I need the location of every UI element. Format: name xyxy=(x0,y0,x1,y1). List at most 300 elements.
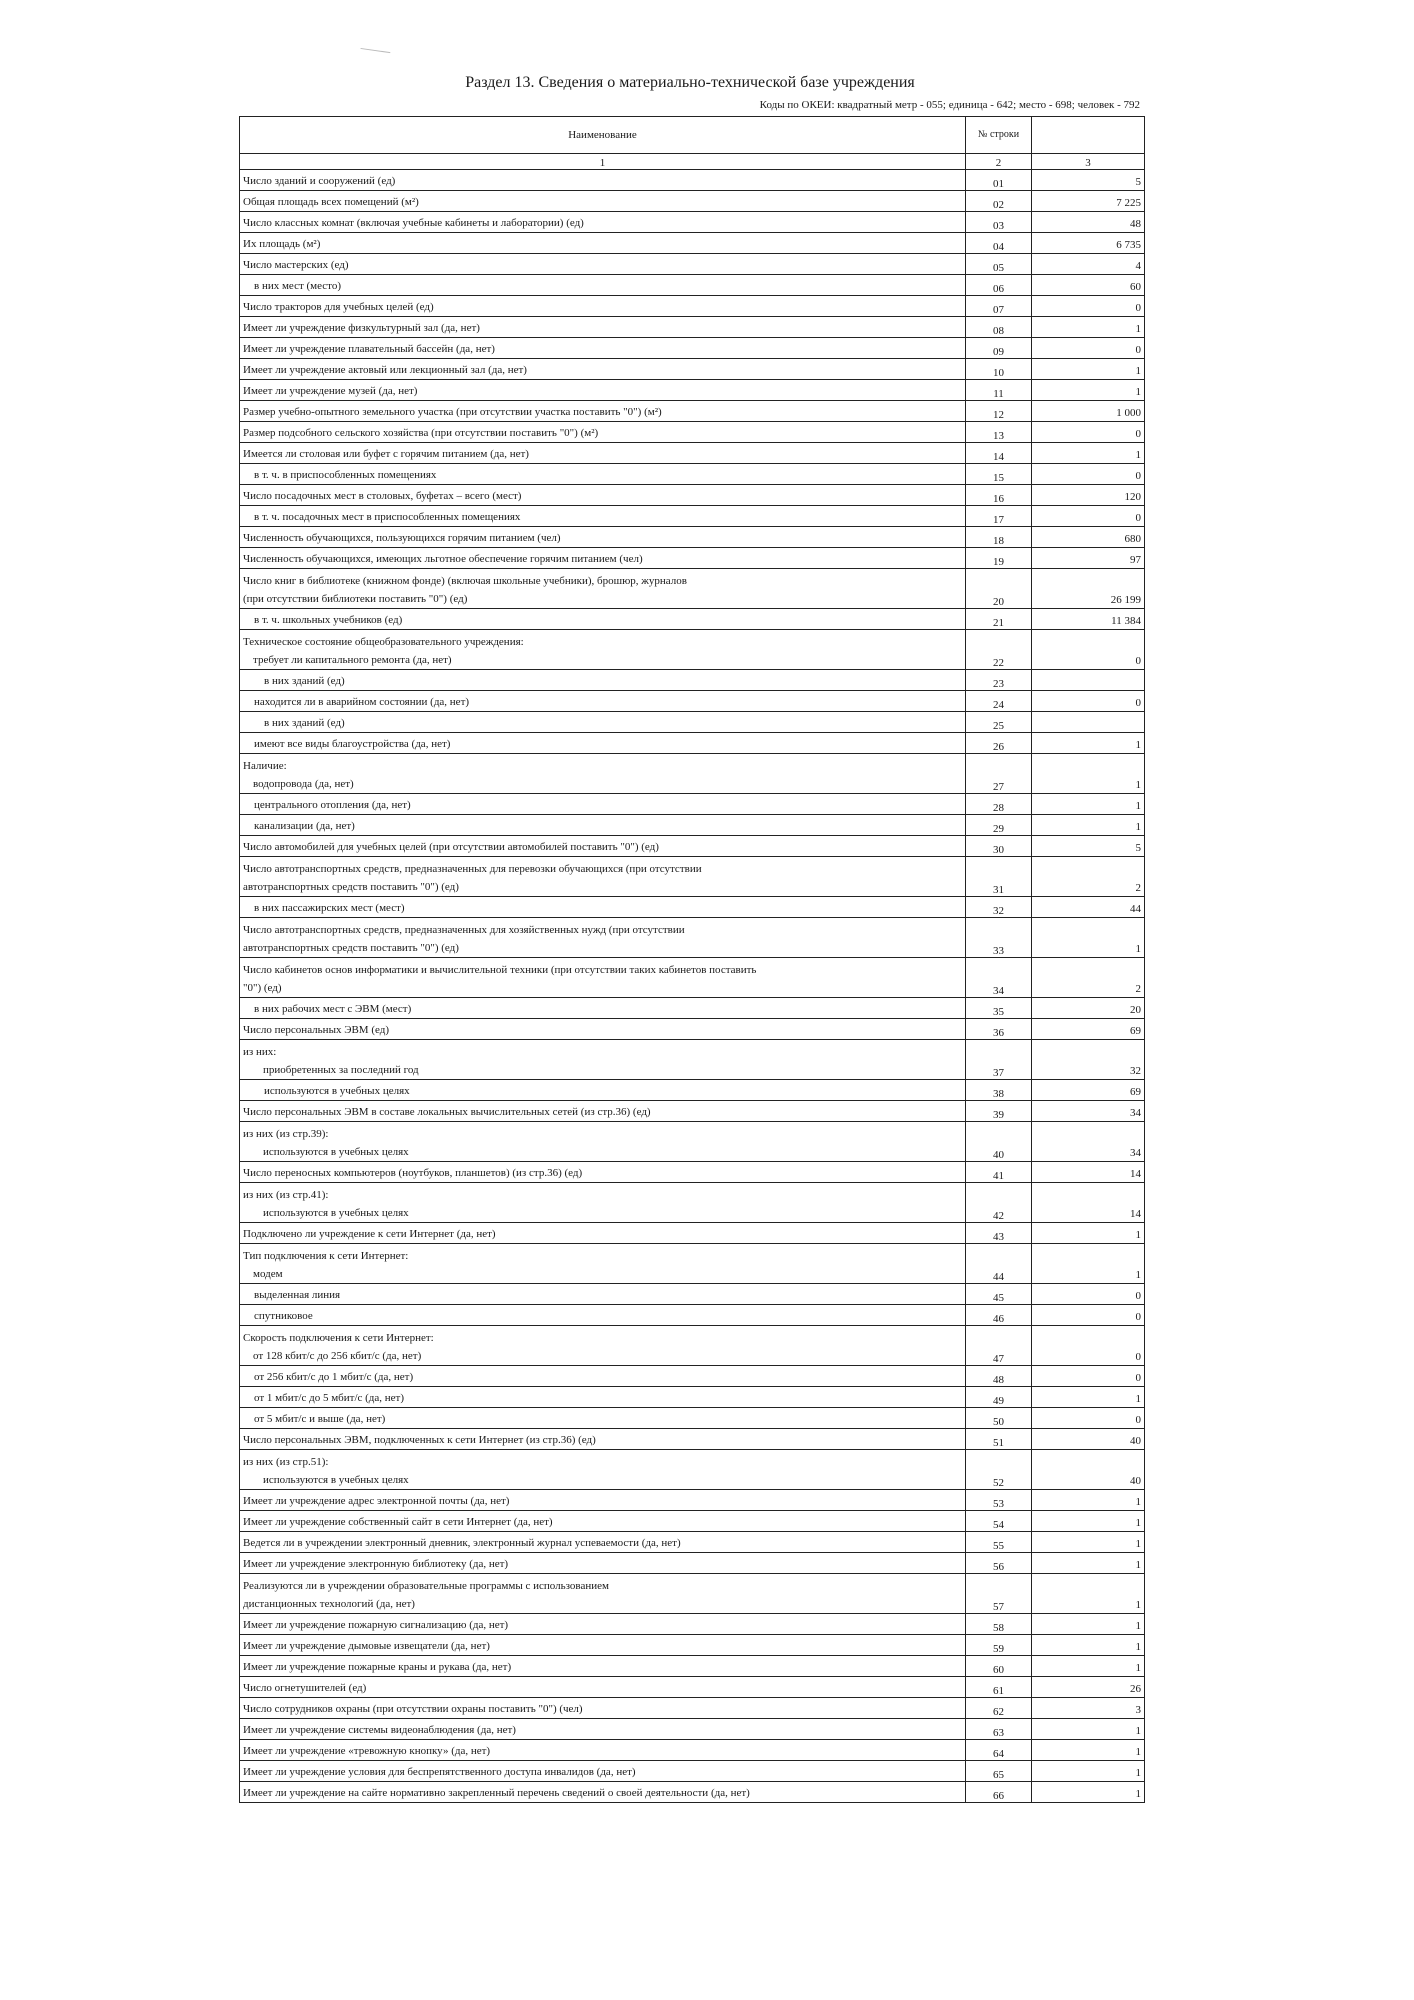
table-row xyxy=(240,609,1145,630)
table-row xyxy=(240,1782,1145,1803)
row-number: 11 xyxy=(966,380,1032,401)
row-name-line2: используются в учебных целях xyxy=(263,1474,409,1486)
row-value: 1 xyxy=(1032,1223,1145,1244)
row-name xyxy=(240,958,966,998)
table-row xyxy=(240,691,1145,712)
row-name: Имеет ли учреждение на сайте нормативно закрепленный перечень сведений о своей деятельности (да, нет) xyxy=(240,1782,966,1803)
row-value xyxy=(1032,670,1145,691)
row-number: 51 xyxy=(966,1429,1032,1450)
header-name: Наименование xyxy=(240,117,966,154)
table-row xyxy=(240,275,1145,296)
row-name xyxy=(240,1244,966,1284)
table-row xyxy=(240,815,1145,836)
row-value: 44 xyxy=(1032,897,1145,918)
table-row xyxy=(240,1387,1145,1408)
row-number: 20 xyxy=(966,569,1032,609)
row-value: 34 xyxy=(1032,1122,1145,1162)
table-header-row xyxy=(240,117,1145,154)
row-name: Имеет ли учреждение музей (да, нет) xyxy=(240,380,966,401)
row-value: 1 xyxy=(1032,1719,1145,1740)
table-row xyxy=(240,754,1145,794)
row-number: 52 xyxy=(966,1450,1032,1490)
row-number: 45 xyxy=(966,1284,1032,1305)
row-name: Численность обучающихся, имеющих льготное обеспечение горячим питанием (чел) xyxy=(240,548,966,569)
row-value: 1 xyxy=(1032,1532,1145,1553)
row-number: 08 xyxy=(966,317,1032,338)
table-row xyxy=(240,1080,1145,1101)
row-number: 56 xyxy=(966,1553,1032,1574)
row-number: 63 xyxy=(966,1719,1032,1740)
row-number: 03 xyxy=(966,212,1032,233)
row-number: 12 xyxy=(966,401,1032,422)
row-name-line1: Техническое состояние общеобразовательного учреждения: xyxy=(243,636,524,648)
row-name-line2: дистанционных технологий (да, нет) xyxy=(243,1598,415,1610)
table-row xyxy=(240,1429,1145,1450)
row-value: 0 xyxy=(1032,506,1145,527)
table-row xyxy=(240,958,1145,998)
row-name-line2: модем xyxy=(253,1268,283,1280)
row-name: находится ли в аварийном состоянии (да, нет) xyxy=(240,691,966,712)
row-value: 3 xyxy=(1032,1698,1145,1719)
row-name: от 256 кбит/с до 1 мбит/с (да, нет) xyxy=(240,1366,966,1387)
row-value: 2 xyxy=(1032,958,1145,998)
row-value: 0 xyxy=(1032,1284,1145,1305)
row-name-line1: из них (из стр.51): xyxy=(243,1456,329,1468)
row-name xyxy=(240,569,966,609)
table-row xyxy=(240,338,1145,359)
row-number: 57 xyxy=(966,1574,1032,1614)
table-row xyxy=(240,1635,1145,1656)
table-row xyxy=(240,443,1145,464)
table-row xyxy=(240,317,1145,338)
row-value: 120 xyxy=(1032,485,1145,506)
table-row xyxy=(240,464,1145,485)
row-number: 64 xyxy=(966,1740,1032,1761)
row-value: 5 xyxy=(1032,836,1145,857)
row-value: 1 xyxy=(1032,380,1145,401)
row-number: 07 xyxy=(966,296,1032,317)
row-name-line1: Число книг в библиотеке (книжном фонде) (включая школьные учебники), брошюр, журналов xyxy=(243,575,687,587)
row-name: в них пассажирских мест (мест) xyxy=(240,897,966,918)
table-row xyxy=(240,1656,1145,1677)
row-value xyxy=(1032,712,1145,733)
row-number: 19 xyxy=(966,548,1032,569)
row-name-line2: от 128 кбит/с до 256 кбит/с (да, нет) xyxy=(253,1350,422,1362)
row-number: 16 xyxy=(966,485,1032,506)
table-row xyxy=(240,569,1145,609)
row-name: в т. ч. в приспособленных помещениях xyxy=(240,464,966,485)
row-name: Имеет ли учреждение системы видеонаблюдения (да, нет) xyxy=(240,1719,966,1740)
row-value: 11 384 xyxy=(1032,609,1145,630)
row-value: 0 xyxy=(1032,1408,1145,1429)
row-name: в них рабочих мест с ЭВМ (мест) xyxy=(240,998,966,1019)
row-name: имеют все виды благоустройства (да, нет) xyxy=(240,733,966,754)
table-row xyxy=(240,359,1145,380)
row-name xyxy=(240,630,966,670)
row-name: используются в учебных целях xyxy=(240,1080,966,1101)
row-value: 1 xyxy=(1032,1782,1145,1803)
row-number: 17 xyxy=(966,506,1032,527)
row-name: Число классных комнат (включая учебные кабинеты и лаборатории) (ед) xyxy=(240,212,966,233)
row-name: Число огнетушителей (ед) xyxy=(240,1677,966,1698)
row-name-line2: используются в учебных целях xyxy=(263,1207,409,1219)
table-row xyxy=(240,733,1145,754)
row-value: 40 xyxy=(1032,1429,1145,1450)
row-value: 1 xyxy=(1032,1511,1145,1532)
column-index-row xyxy=(240,154,1145,170)
row-number: 47 xyxy=(966,1326,1032,1366)
table-row xyxy=(240,233,1145,254)
row-number: 24 xyxy=(966,691,1032,712)
row-value: 0 xyxy=(1032,691,1145,712)
row-name: Имеет ли учреждение собственный сайт в сети Интернет (да, нет) xyxy=(240,1511,966,1532)
row-value: 1 xyxy=(1032,1740,1145,1761)
row-name xyxy=(240,1183,966,1223)
table-row xyxy=(240,1366,1145,1387)
row-name-line1: Число автотранспортных средств, предназначенных для перевозки обучающихся (при отсутствии xyxy=(243,863,702,875)
row-name: Имеет ли учреждение плавательный бассейн (да, нет) xyxy=(240,338,966,359)
row-number: 65 xyxy=(966,1761,1032,1782)
row-value: 60 xyxy=(1032,275,1145,296)
row-number: 60 xyxy=(966,1656,1032,1677)
row-number: 37 xyxy=(966,1040,1032,1080)
row-value: 680 xyxy=(1032,527,1145,548)
row-number: 36 xyxy=(966,1019,1032,1040)
row-name: Число сотрудников охраны (при отсутствии охраны поставить "0") (чел) xyxy=(240,1698,966,1719)
row-name: Имеется ли столовая или буфет с горячим питанием (да, нет) xyxy=(240,443,966,464)
row-name xyxy=(240,1326,966,1366)
row-name xyxy=(240,1122,966,1162)
table-row xyxy=(240,1761,1145,1782)
row-name: от 5 мбит/с и выше (да, нет) xyxy=(240,1408,966,1429)
row-name: Число автомобилей для учебных целей (при отсутствии автомобилей поставить "0") (ед) xyxy=(240,836,966,857)
row-name: в них зданий (ед) xyxy=(240,712,966,733)
row-name: Число мастерских (ед) xyxy=(240,254,966,275)
table-row xyxy=(240,1698,1145,1719)
row-value: 1 xyxy=(1032,918,1145,958)
row-value: 0 xyxy=(1032,422,1145,443)
row-name xyxy=(240,1450,966,1490)
row-name-line2: (при отсутствии библиотеки поставить "0") (ед) xyxy=(243,593,468,605)
row-name-line1: Скорость подключения к сети Интернет: xyxy=(243,1332,434,1344)
table-row xyxy=(240,1326,1145,1366)
row-number: 22 xyxy=(966,630,1032,670)
row-name: Имеет ли учреждение условия для беспрепятственного доступа инвалидов (да, нет) xyxy=(240,1761,966,1782)
row-name: Число переносных компьютеров (ноутбуков, планшетов) (из стр.36) (ед) xyxy=(240,1162,966,1183)
row-value: 1 xyxy=(1032,733,1145,754)
row-number: 31 xyxy=(966,857,1032,897)
row-number: 02 xyxy=(966,191,1032,212)
row-value: 1 xyxy=(1032,1574,1145,1614)
row-name: Имеет ли учреждение электронную библиотеку (да, нет) xyxy=(240,1553,966,1574)
row-number: 41 xyxy=(966,1162,1032,1183)
row-value: 1 xyxy=(1032,794,1145,815)
row-value: 14 xyxy=(1032,1162,1145,1183)
row-value: 1 xyxy=(1032,815,1145,836)
row-name: Имеет ли учреждение адрес электронной почты (да, нет) xyxy=(240,1490,966,1511)
row-name xyxy=(240,1040,966,1080)
material-base-table xyxy=(239,116,1145,1803)
table-row xyxy=(240,506,1145,527)
row-number: 53 xyxy=(966,1490,1032,1511)
row-number: 14 xyxy=(966,443,1032,464)
section-title: Раздел 13. Сведения о материально-технической базе учреждения xyxy=(465,74,915,91)
row-number: 38 xyxy=(966,1080,1032,1101)
row-name-line1: из них: xyxy=(243,1046,277,1058)
row-number: 01 xyxy=(966,170,1032,191)
row-value: 1 000 xyxy=(1032,401,1145,422)
row-number: 25 xyxy=(966,712,1032,733)
row-name-line1: Реализуются ли в учреждении образовательные программы с использованием xyxy=(243,1580,609,1592)
row-value: 1 xyxy=(1032,317,1145,338)
table-row xyxy=(240,548,1145,569)
row-value: 34 xyxy=(1032,1101,1145,1122)
row-name-line2: используются в учебных целях xyxy=(263,1146,409,1158)
row-number: 23 xyxy=(966,670,1032,691)
row-number: 43 xyxy=(966,1223,1032,1244)
row-number: 09 xyxy=(966,338,1032,359)
table-row xyxy=(240,1244,1145,1284)
row-number: 15 xyxy=(966,464,1032,485)
table-row xyxy=(240,1183,1145,1223)
row-number: 32 xyxy=(966,897,1032,918)
row-number: 59 xyxy=(966,1635,1032,1656)
table-row xyxy=(240,1122,1145,1162)
row-number: 30 xyxy=(966,836,1032,857)
row-value: 1 xyxy=(1032,1614,1145,1635)
row-value: 1 xyxy=(1032,754,1145,794)
row-name: Размер подсобного сельского хозяйства (при отсутствии поставить "0") (м²) xyxy=(240,422,966,443)
row-value: 2 xyxy=(1032,857,1145,897)
row-name-line1: Число кабинетов основ информатики и вычислительной техники (при отсутствии таких кабинетов поставить xyxy=(243,964,757,976)
row-name: спутниковое xyxy=(240,1305,966,1326)
row-name-line1: Число автотранспортных средств, предназначенных для хозяйственных нужд (при отсутствии xyxy=(243,924,685,936)
row-name: Число тракторов для учебных целей (ед) xyxy=(240,296,966,317)
row-value: 0 xyxy=(1032,630,1145,670)
column-index-3: 3 xyxy=(1032,154,1145,170)
table-row xyxy=(240,1162,1145,1183)
row-number: 42 xyxy=(966,1183,1032,1223)
row-name xyxy=(240,1574,966,1614)
table-row xyxy=(240,1719,1145,1740)
row-name: Имеет ли учреждение дымовые извещатели (да, нет) xyxy=(240,1635,966,1656)
table-row xyxy=(240,401,1145,422)
row-value: 5 xyxy=(1032,170,1145,191)
row-number: 44 xyxy=(966,1244,1032,1284)
table-row xyxy=(240,1553,1145,1574)
table-row xyxy=(240,1614,1145,1635)
row-value: 0 xyxy=(1032,296,1145,317)
table-row xyxy=(240,857,1145,897)
row-value: 0 xyxy=(1032,338,1145,359)
row-number: 33 xyxy=(966,918,1032,958)
row-name: Число персональных ЭВМ, подключенных к сети Интернет (из стр.36) (ед) xyxy=(240,1429,966,1450)
row-name: Имеет ли учреждение физкультурный зал (да, нет) xyxy=(240,317,966,338)
table-row xyxy=(240,836,1145,857)
table-row xyxy=(240,998,1145,1019)
row-number: 05 xyxy=(966,254,1032,275)
row-value: 97 xyxy=(1032,548,1145,569)
row-name: Общая площадь всех помещений (м²) xyxy=(240,191,966,212)
table-row xyxy=(240,1101,1145,1122)
row-number: 35 xyxy=(966,998,1032,1019)
pen-mark xyxy=(360,48,391,59)
row-number: 61 xyxy=(966,1677,1032,1698)
row-number: 04 xyxy=(966,233,1032,254)
table-row xyxy=(240,1019,1145,1040)
table-row xyxy=(240,918,1145,958)
table-row xyxy=(240,897,1145,918)
row-number: 39 xyxy=(966,1101,1032,1122)
row-number: 50 xyxy=(966,1408,1032,1429)
row-name: канализации (да, нет) xyxy=(240,815,966,836)
row-name-line1: Тип подключения к сети Интернет: xyxy=(243,1250,409,1262)
row-value: 69 xyxy=(1032,1019,1145,1040)
table-row xyxy=(240,712,1145,733)
row-name-line2: автотранспортных средств поставить "0") (ед) xyxy=(243,942,459,954)
row-value: 0 xyxy=(1032,1366,1145,1387)
row-name-line2: приобретенных за последний год xyxy=(263,1064,419,1076)
row-number: 66 xyxy=(966,1782,1032,1803)
table-row xyxy=(240,1532,1145,1553)
table-row xyxy=(240,1305,1145,1326)
row-number: 40 xyxy=(966,1122,1032,1162)
row-number: 49 xyxy=(966,1387,1032,1408)
row-number: 54 xyxy=(966,1511,1032,1532)
table-row xyxy=(240,670,1145,691)
row-value: 6 735 xyxy=(1032,233,1145,254)
row-name: Имеет ли учреждение пожарную сигнализацию (да, нет) xyxy=(240,1614,966,1635)
column-index-1: 1 xyxy=(240,154,966,170)
row-number: 34 xyxy=(966,958,1032,998)
row-number: 55 xyxy=(966,1532,1032,1553)
row-name: Число персональных ЭВМ (ед) xyxy=(240,1019,966,1040)
row-value: 0 xyxy=(1032,464,1145,485)
row-name-line2: водопровода (да, нет) xyxy=(253,778,354,790)
row-number: 28 xyxy=(966,794,1032,815)
row-name-line1: Наличие: xyxy=(243,760,287,772)
row-value: 1 xyxy=(1032,1490,1145,1511)
row-value: 14 xyxy=(1032,1183,1145,1223)
row-name: в них мест (место) xyxy=(240,275,966,296)
row-number: 29 xyxy=(966,815,1032,836)
row-name: Имеет ли учреждение актовый или лекционный зал (да, нет) xyxy=(240,359,966,380)
row-name: Число персональных ЭВМ в составе локальных вычислительных сетей (из стр.36) (ед) xyxy=(240,1101,966,1122)
table-row xyxy=(240,422,1145,443)
row-number: 48 xyxy=(966,1366,1032,1387)
row-value: 1 xyxy=(1032,1635,1145,1656)
row-name: Ведется ли в учреждении электронный дневник, электронный журнал успеваемости (да, нет) xyxy=(240,1532,966,1553)
row-value: 0 xyxy=(1032,1305,1145,1326)
table-row xyxy=(240,485,1145,506)
row-name: в т. ч. школьных учебников (ед) xyxy=(240,609,966,630)
row-name: Подключено ли учреждение к сети Интернет (да, нет) xyxy=(240,1223,966,1244)
row-name xyxy=(240,754,966,794)
row-value: 1 xyxy=(1032,1761,1145,1782)
column-index-2: 2 xyxy=(966,154,1032,170)
row-number: 18 xyxy=(966,527,1032,548)
row-number: 10 xyxy=(966,359,1032,380)
table-row xyxy=(240,254,1145,275)
header-row-number: № строки xyxy=(966,117,1032,154)
table-row xyxy=(240,1740,1145,1761)
row-value: 1 xyxy=(1032,359,1145,380)
row-name: Их площадь (м²) xyxy=(240,233,966,254)
row-number: 58 xyxy=(966,1614,1032,1635)
row-name: Численность обучающихся, пользующихся горячим питанием (чел) xyxy=(240,527,966,548)
row-name: Имеет ли учреждение «тревожную кнопку» (да, нет) xyxy=(240,1740,966,1761)
row-name: в них зданий (ед) xyxy=(240,670,966,691)
row-value: 26 xyxy=(1032,1677,1145,1698)
row-name xyxy=(240,918,966,958)
table-row xyxy=(240,380,1145,401)
row-name-line1: из них (из стр.41): xyxy=(243,1189,329,1201)
table-row xyxy=(240,1490,1145,1511)
row-name-line2: требует ли капитального ремонта (да, нет) xyxy=(253,654,452,666)
table-row xyxy=(240,1450,1145,1490)
row-name: в т. ч. посадочных мест в приспособленных помещениях xyxy=(240,506,966,527)
row-value: 20 xyxy=(1032,998,1145,1019)
row-number: 26 xyxy=(966,733,1032,754)
row-value: 0 xyxy=(1032,1326,1145,1366)
row-value: 32 xyxy=(1032,1040,1145,1080)
table-row xyxy=(240,794,1145,815)
row-name-line2: "0") (ед) xyxy=(243,982,282,994)
table-row xyxy=(240,630,1145,670)
table-row xyxy=(240,1511,1145,1532)
row-name: Имеет ли учреждение пожарные краны и рукава (да, нет) xyxy=(240,1656,966,1677)
row-name xyxy=(240,857,966,897)
table-row xyxy=(240,1677,1145,1698)
table-row xyxy=(240,1574,1145,1614)
row-name-line1: из них (из стр.39): xyxy=(243,1128,329,1140)
table-row xyxy=(240,1223,1145,1244)
row-name: выделенная линия xyxy=(240,1284,966,1305)
row-number: 46 xyxy=(966,1305,1032,1326)
row-name: от 1 мбит/с до 5 мбит/с (да, нет) xyxy=(240,1387,966,1408)
row-number: 27 xyxy=(966,754,1032,794)
row-value: 40 xyxy=(1032,1450,1145,1490)
row-value: 4 xyxy=(1032,254,1145,275)
header-value xyxy=(1032,117,1145,154)
row-number: 06 xyxy=(966,275,1032,296)
row-value: 69 xyxy=(1032,1080,1145,1101)
row-name-line2: автотранспортных средств поставить "0") (ед) xyxy=(243,881,459,893)
table-row xyxy=(240,1284,1145,1305)
table-row xyxy=(240,296,1145,317)
table-row xyxy=(240,1040,1145,1080)
row-number: 21 xyxy=(966,609,1032,630)
table-row xyxy=(240,1408,1145,1429)
table-row xyxy=(240,212,1145,233)
row-name: центрального отопления (да, нет) xyxy=(240,794,966,815)
table-body xyxy=(240,170,1145,1803)
row-value: 1 xyxy=(1032,1553,1145,1574)
row-value: 48 xyxy=(1032,212,1145,233)
row-name: Число посадочных мест в столовых, буфетах – всего (мест) xyxy=(240,485,966,506)
row-name: Размер учебно-опытного земельного участка (при отсутствии участка поставить "0") (м²) xyxy=(240,401,966,422)
row-value: 1 xyxy=(1032,1244,1145,1284)
row-value: 7 225 xyxy=(1032,191,1145,212)
table-row xyxy=(240,191,1145,212)
table-row xyxy=(240,170,1145,191)
row-number: 13 xyxy=(966,422,1032,443)
row-value: 1 xyxy=(1032,443,1145,464)
row-value: 1 xyxy=(1032,1656,1145,1677)
row-name: Число зданий и сооружений (ед) xyxy=(240,170,966,191)
table-row xyxy=(240,527,1145,548)
row-value: 26 199 xyxy=(1032,569,1145,609)
